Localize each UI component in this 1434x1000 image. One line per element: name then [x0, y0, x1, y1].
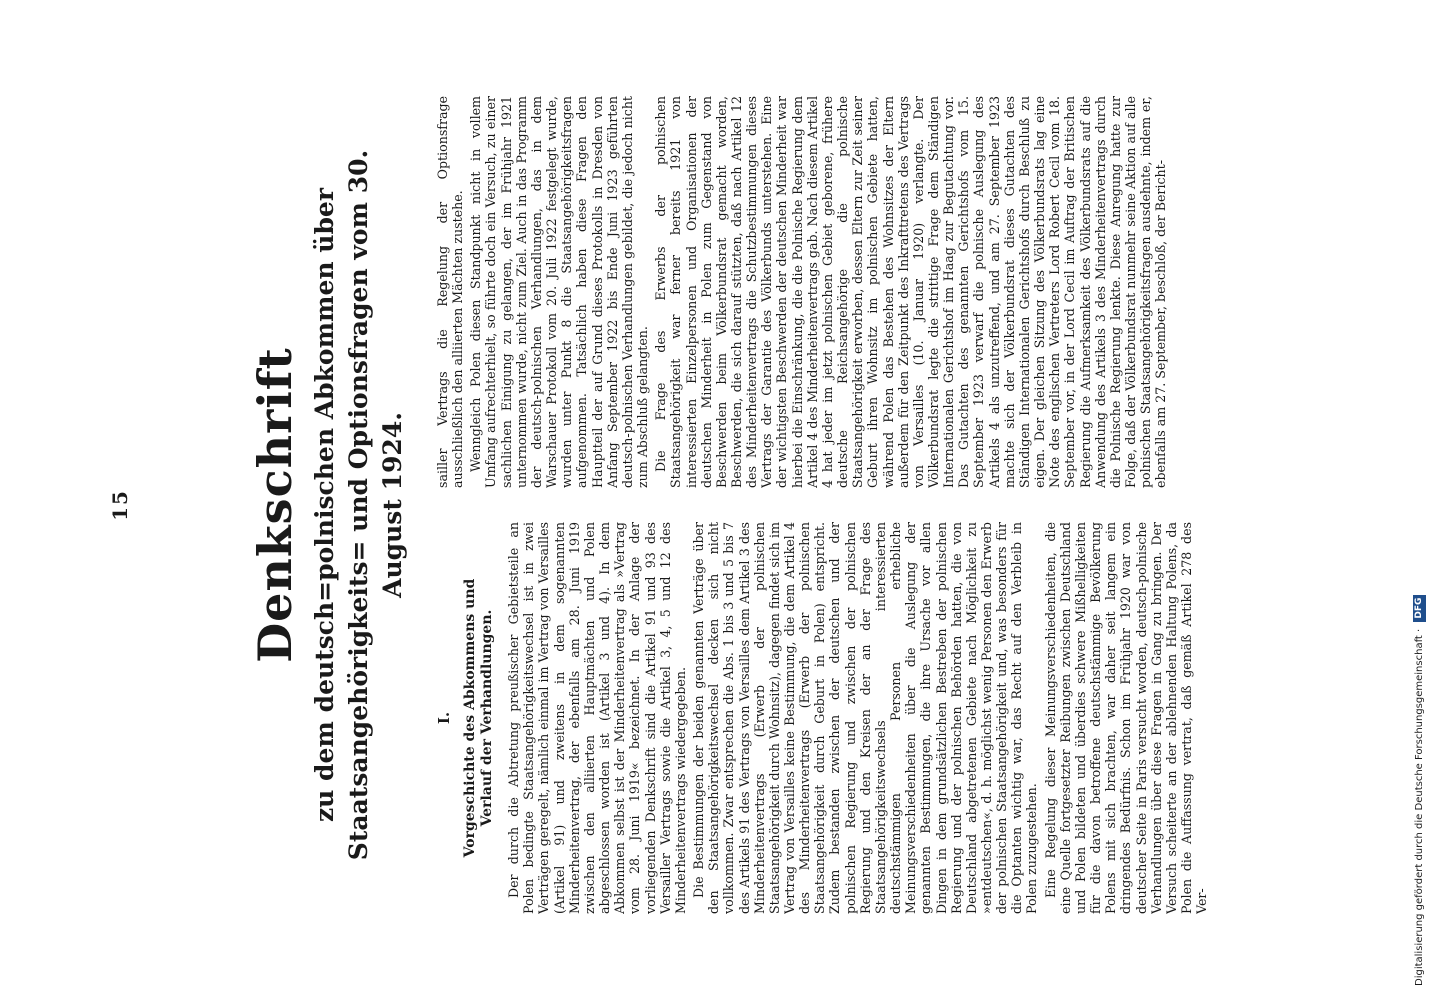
- paragraph: Die Bestimmungen der beiden genannten Verträge über den Staatsangehörigkeitswechsel decken sich nicht vollkommen. Zwar entsprechen die Abs. 1 bis 3 und 5 bis 7 des Artikels 91 des Vertrags von Versailles dem Artikel 3 des Minderheitenvertrags (Erwerb der polnischen Staatsangehörigkeit durch Wohnsitz), dagegen findet sich im Vertrag von Versailles keine Bestimmung, die dem Artikel 4 des Minderheitenvertrags (Erwerb der polnischen Staatsangehörigkeit durch Geburt in Polen) entspricht. Zudem bestanden zwischen der deutschen und der polnischen Regierung und zwischen der polnischen Regierung und den Kreisen der an der Frage des Staatsangehörigkeitswechsels interessierten deutschstämmigen Personen erhebliche Meinungsverschiedenheiten über die Auslegung der genannten Bestimmungen, die ihre Ursache vor allen Dingen in dem grundsätzlichen Bestreben der polnischen Regierung und der polnischen Behörden hatten, die von Deutschland abgetretenen Gebiete nach Möglichkeit zu »entdeutschen«, d. h. möglichst wenig Personen den Erwerb der polnischen Staatsangehörigkeit und, was besonders für die Optanten wichtig war, das Recht auf den Verbleib in Polen zuzugestehen.: [691, 522, 1040, 914]
- section-numeral: I.: [435, 711, 453, 725]
- right-column: [435, 96, 1385, 488]
- credit-text: Digitalisierung gefördert durch die Deutsche Forschungsgemeinschaft ·: [1414, 628, 1425, 986]
- document-subtitle: zu dem deutsch=polnischen Abkommen über Staatsangehörigkeits= und Optionsfragen vom 30. August 1924.: [310, 149, 407, 861]
- paragraph: Die Frage des Erwerbs der polnischen Staatsangehörigkeit war ferner bereits 1921 von interessierten Einzelpersonen und Organisationen der deutschen Minderheit in Polen zum Gegenstand von Beschwerden beim Völkerbundsrat gemacht worden, Beschwerden, die sich darauf stützten, daß nach Artikel 12 des Minderheitenvertrags die Schutzbestimmungen dieses Vertrags der Garantie des Völkerbunds unterstehen. Eine der wichtigsten Beschwerden der deutschen Minderheit war hierbei die Einschränkung, die die Polnische Regierung dem Artikel 4 des Minderheitenvertrags gab. Nach diesem Artikel 4 hat jeder im jetzt polnischen Gebiet geborene, frühere deutsche Reichsangehörige die polnische Staatsangehörigkeit erworben, dessen Eltern zur Zeit seiner Geburt ihren Wohnsitz im polnischen Gebiete hatten, während Polen das Bestehen des Wohnsitzes der Eltern außerdem für den Zeitpunkt des Inkrafttretens des Vertrags von Versailles (10. Januar 1920) verlangte. Der Völkerbundsrat legte die strittige Frage dem Ständigen Internationalen Gerichtshof im Haag zur Begutachtung vor. Das Gutachten des genannten Gerichtshofs vom 15. September 1923 verwarf die polnische Auslegung des Artikels 4 als unzutreffend, und am 27. September 1923 machte sich der Völkerbundsrat dieses Gutachten des Ständigen Internationalen Gerichtshofs durch Beschluß zu eigen. Der gleichen Sitzung des Völkerbundsrats lag eine Note des englischen Vertreters Lord Robert Cecil vom 18. September vor, in der Lord Cecil im Auftrag der Britischen Regierung die Aufmerksamkeit des Völkerbundsrats auf die Anwendung des Artikels 3 des Minderheitenvertrags durch die Polnische Regierung lenkte. Diese Anregung hatte zur Folge, daß der Völkerbundsrat nunmehr seine Aktion auf alle polnischen Staatsangehörigkeitsfragen ausdehnte, indem er, ebenfalls am 27. September, beschloß, der Bericht-: [653, 96, 1169, 488]
- dfg-logo-icon: DFG: [1413, 595, 1426, 622]
- left-column: [435, 522, 1365, 914]
- paragraph: Der durch die Abtretung preußischer Gebietsteile an Polen bedingte Staatsangehörigkeitswechsel ist in zwei Verträgen geregelt, nämlich einmal im Vertrag von Versailles (Artikel 91) und zweitens in dem sogenannten Minderheitenvertrag, der ebenfalls am 28. Juni 1919 zwischen den alliierten Hauptmächten und Polen abgeschlossen worden ist (Artikel 3 und 4). In dem Abkommen selbst ist der Minderheitenvertrag als »Vertrag vom 28. Juni 1919« bezeichnet. In der Anlage der vorliegenden Denkschrift sind die Artikel 91 und 93 des Versailler Vertrags sowie die Artikel 3, 4, 5 und 12 des Minderheitenvertrags wiedergegeben.: [506, 522, 688, 914]
- page-number: 15: [108, 489, 132, 521]
- section-heading: Vorgeschichte des Abkommens und Verlauf der Verhandlungen.: [462, 578, 496, 858]
- paragraph: sailler Vertrags die Regelung der Optionsfrage ausschließlich den alliierten Mächten zustehe.: [435, 96, 466, 488]
- paragraph: Eine Regelung dieser Meinungsverschiedenheiten, die eine Quelle fortgesetzter Reibungen zwischen Deutschland und Polen bildeten und überdies schwere Mißhelligkeiten für die davon betroffene deutschstämmige Bevölkerung Polens mit sich brachten, war daher seit langem ein dringendes Bedürfnis. Schon im Frühjahr 1920 war von deutscher Seite in Paris versucht worden, deutsch-polnische Verhandlungen über diese Fragen in Gang zu bringen. Der Versuch scheiterte an der ablehnenden Haltung Polens, da Polen die Auffassung vertrat, daß gemäß Artikel 278 des Ver-: [1042, 522, 1210, 914]
- paragraph: Wenngleich Polen diesen Standpunkt nicht in vollem Umfang aufrechterhielt, so führte doch ein Versuch, zu einer sachlichen Einigung zu gelangen, der im Frühjahr 1921 unternommen wurde, nicht zum Ziel. Auch in das Programm der deutsch-polnischen Verhandlungen, das in dem Warschauer Protokoll vom 20. Juli 1922 festgelegt wurde, wurden unter Punkt 8 die Staatsangehörigkeitsfragen aufgenommen. Tatsächlich haben diese Fragen den Hauptteil der auf Grund dieses Protokolls in Dresden von Anfang September 1922 bis Ende Juni 1923 geführten deutsch-polnischen Verhandlungen gebildet, die jedoch nicht zum Abschluß gelangten.: [468, 96, 651, 488]
- digitization-credit: [1409, 8, 1431, 992]
- document-page: [80, 70, 1410, 940]
- document-title: Denkschrift: [248, 347, 302, 663]
